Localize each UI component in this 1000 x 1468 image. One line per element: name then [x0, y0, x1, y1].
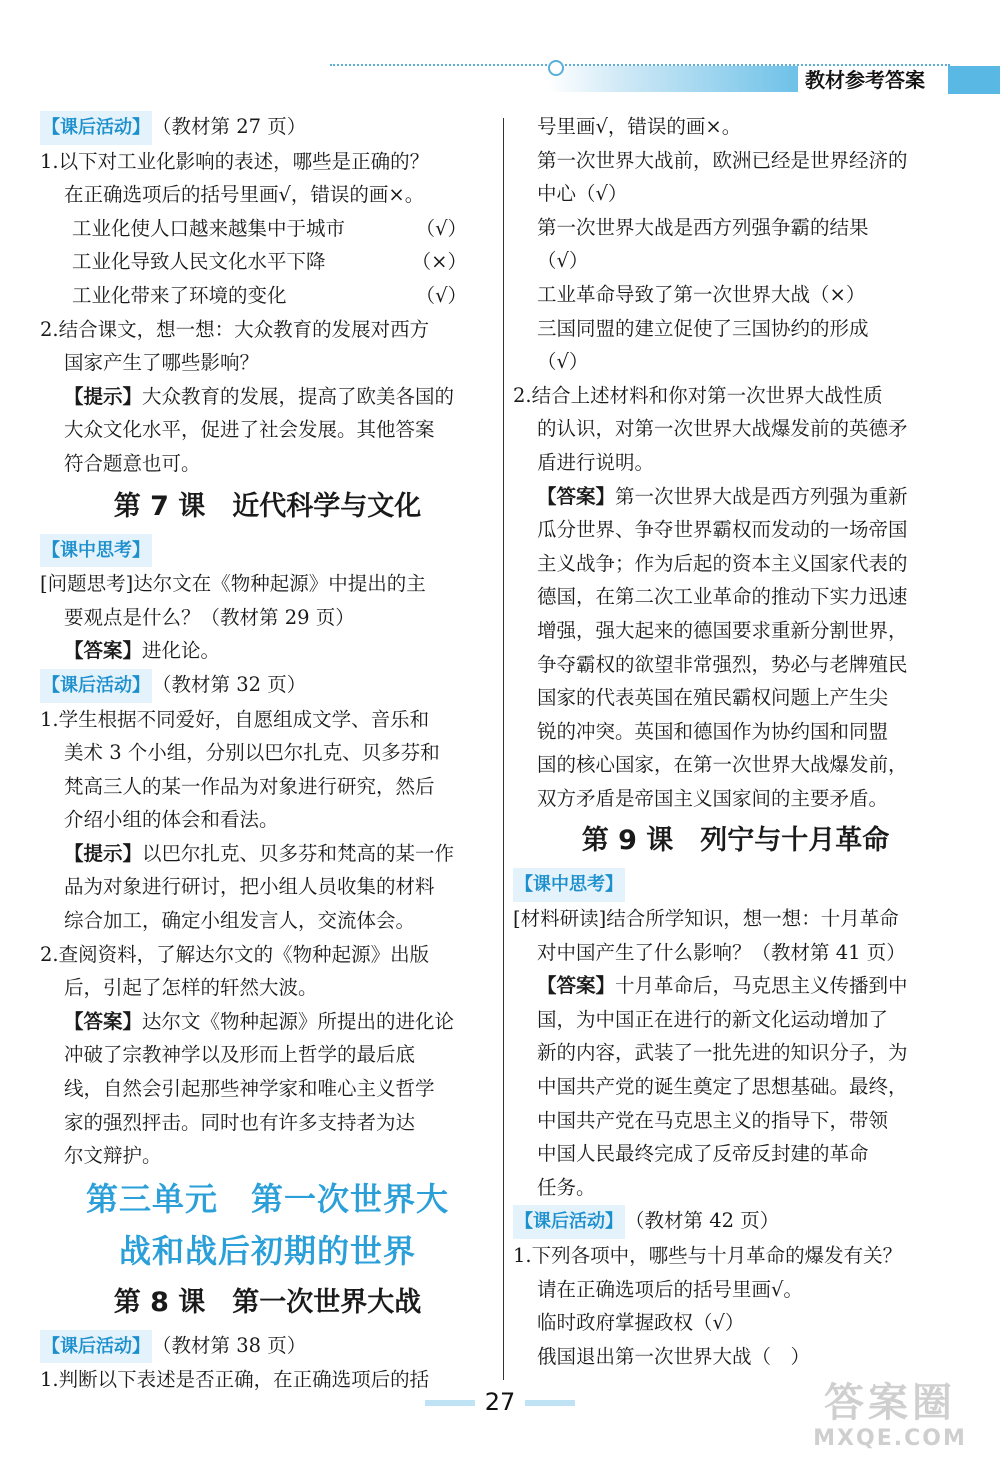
answer-line: 中国共产党在马克思主义的指导下，带领 [537, 1108, 889, 1132]
option-row [40, 212, 495, 246]
question-line: [材料研读]结合所学知识，想一想：十月革命 [513, 907, 899, 931]
page-number: 27 [0, 1388, 1000, 1416]
answer-line: 中国共产党的诞生奠定了思想基础。最终， [537, 1075, 908, 1099]
answer-line: 瓜分世界、争夺世界霸权而发动的一场帝国 [537, 518, 908, 542]
hint-line: 综合加工，确定小组发言人，交流体会。 [64, 909, 416, 933]
option-row [40, 279, 495, 313]
hint-line: 【提示】以巴尔扎克、贝多芬和梵高的某一作 [64, 841, 455, 865]
question-line: 国家产生了哪些影响？ [64, 351, 260, 375]
option-row [40, 245, 495, 279]
answer-line: 中国人民最终完成了反帝反封建的革命 [537, 1142, 869, 1166]
lesson-title: 第 8 课 第一次世界大战 [113, 1286, 422, 1318]
hint-line: 符合题意也可。 [64, 451, 201, 475]
statement-line: （√） [537, 350, 589, 374]
header-section-label: 教材参考答案 [805, 68, 925, 92]
statement-line: （√） [537, 249, 589, 273]
answer-line: 尔文辩护。 [64, 1144, 162, 1168]
section-heading: 【课后活动】 （教材第 38 页） [40, 1329, 495, 1364]
lesson-title: 第 7 课 近代科学与文化 [113, 490, 422, 522]
answer-line: 国家的代表英国在殖民霸权问题上产生尖 [537, 686, 889, 710]
question-line: 号里画√，错误的画×。 [537, 115, 742, 138]
question-line: 1.下列各项中，哪些与十月革命的爆发有关？ [513, 1244, 903, 1267]
section-heading: 【课后活动】 （教材第 42 页） [513, 1204, 958, 1239]
option-text: 工业化使人口越来越集中于城市 [72, 216, 346, 240]
question-line: 1.判断以下表述是否正确，在正确选项后的括 [40, 1368, 430, 1392]
question-line: 要观点是什么？（教材第 29 页） [64, 605, 355, 629]
question-line: 2.结合上述材料和你对第一次世界大战性质 [513, 383, 883, 407]
answer-label: 【答案】 [64, 639, 143, 663]
option-mark: （√） [415, 216, 467, 240]
section-heading: 【课后活动】 （教材第 27 页） [40, 110, 495, 145]
question-line: 后，引起了怎样的轩然大波。 [64, 976, 318, 1000]
statement-line: 第一次世界大战前，欧洲已经是世界经济的 [537, 148, 908, 172]
question-line: 梵高三人的某一作品为对象进行研究，然后 [64, 774, 435, 798]
answer-line: 双方矛盾是帝国主义国家间的主要矛盾。 [537, 786, 889, 810]
option-text: 工业化带来了环境的变化 [72, 283, 287, 307]
section-tag: 【课中思考】 [513, 868, 625, 902]
column-divider [503, 118, 504, 1380]
section-tag: 【课后活动】 [40, 111, 152, 145]
statement-line: 中心（√） [537, 182, 628, 206]
lesson-title: 第 9 课 列宁与十月革命 [581, 825, 890, 857]
hint-line: 【提示】大众教育的发展，提高了欧美各国的 [64, 384, 455, 408]
question-line: 请在正确选项后的括号里画√。 [537, 1277, 803, 1301]
question-line: [问题思考]达尔文在《物种起源》中提出的主 [40, 572, 426, 596]
watermark-logo: 答案圈 MXQE.COM [813, 1380, 967, 1451]
answer-line: 线，自然会引起那些神学家和唯心主义哲学 [64, 1077, 435, 1101]
answer-label: 【答案】 [537, 974, 616, 998]
question-line: 2.查阅资料，了解达尔文的《物种起源》出版 [40, 942, 430, 966]
left-column [40, 110, 495, 1397]
section-tag: 【课后活动】 [513, 1205, 625, 1239]
header-circle-ornament [548, 60, 564, 76]
answer-label: 【答案】 [537, 484, 616, 508]
section-heading [40, 533, 495, 568]
question-line: 的认识，对第一次世界大战爆发前的英德矛 [537, 417, 908, 441]
answer-line: 国，为中国正在进行的新文化运动增加了 [537, 1007, 889, 1031]
answer-line: 【答案】十月革命后，马克思主义传播到中 [537, 974, 908, 998]
question-line: 在正确选项后的括号里画√，错误的画×。 [64, 183, 425, 207]
answer-line: 锐的冲突。英国和德国作为协约国和同盟 [537, 719, 889, 743]
section-heading: 【课后活动】 （教材第 32 页） [40, 668, 495, 703]
answer-line: 任务。 [537, 1175, 596, 1199]
question-line: 美术 3 个小组，分别以巴尔扎克、贝多芬和 [64, 741, 440, 765]
answer-line: 主义战争；作为后起的资本主义国家代表的 [537, 551, 908, 575]
answer-line: 争夺霸权的欲望非常强烈，势必与老牌殖民 [537, 652, 908, 676]
statement-line: 三国同盟的建立促使了三国协约的形成 [537, 316, 869, 340]
statement-line: 工业革命导致了第一次世界大战（×） [537, 282, 866, 306]
answer-line: 冲破了宗教神学以及形而上哲学的最后底 [64, 1043, 416, 1067]
footer-ornament [425, 1400, 475, 1406]
question-line: 1.以下对工业化影响的表述，哪些是正确的？ [40, 149, 430, 173]
unit-title: 战和战后初期的世界 [118, 1231, 416, 1270]
option-mark: （×） [411, 250, 467, 274]
answer-line: 德国，在第二次工业革命的推动下实力迅速 [537, 585, 908, 609]
answer-line: 【答案】进化论。 [64, 639, 221, 663]
section-tag: 【课后活动】 [40, 1330, 152, 1364]
unit-title: 第三单元 第一次世界大 [85, 1179, 449, 1218]
question-line: 盾进行说明。 [537, 450, 655, 474]
option-line: 俄国退出第一次世界大战（ ） [537, 1344, 811, 1368]
question-line: 对中国产生了什么影响？（教材第 41 页） [537, 940, 906, 964]
section-heading [513, 867, 958, 902]
right-column [513, 110, 958, 1373]
answer-line: 增强，强大起来的德国要求重新分割世界， [537, 618, 908, 642]
answer-line: 【答案】达尔文《物种起源》所提出的进化论 [64, 1009, 455, 1033]
answer-line: 【答案】第一次世界大战是西方列强为重新 [537, 484, 908, 508]
section-tag: 【课中思考】 [40, 534, 152, 568]
question-line: 介绍小组的体会和看法。 [64, 808, 279, 832]
option-text: 工业化导致人民文化水平下降 [72, 250, 326, 274]
answer-line: 新的内容，武装了一批先进的知识分子，为 [537, 1041, 908, 1065]
hint-label: 【提示】 [64, 384, 143, 408]
option-mark: （√） [415, 283, 467, 307]
option-line: 临时政府掌握政权（√） [537, 1311, 745, 1335]
header-gradient-bar [548, 66, 798, 92]
statement-line: 第一次世界大战是西方列强争霸的结果 [537, 215, 869, 239]
answer-line: 家的强烈抨击。同时也有许多支持者为达 [64, 1110, 416, 1134]
hint-label: 【提示】 [64, 841, 143, 865]
answer-line: 国的核心国家，在第一次世界大战爆发前， [537, 753, 908, 777]
answer-label: 【答案】 [64, 1009, 143, 1033]
hint-line: 品为对象进行研讨，把小组人员收集的材料 [64, 875, 435, 899]
hint-line: 大众文化水平，促进了社会发展。其他答案 [64, 418, 435, 442]
footer-ornament [525, 1400, 575, 1406]
question-line: 1.学生根据不同爱好，自愿组成文学、音乐和 [40, 707, 430, 731]
question-line: 2.结合课文，想一想：大众教育的发展对西方 [40, 317, 430, 341]
header-color-block [948, 66, 1000, 94]
section-tag: 【课后活动】 [40, 669, 152, 703]
